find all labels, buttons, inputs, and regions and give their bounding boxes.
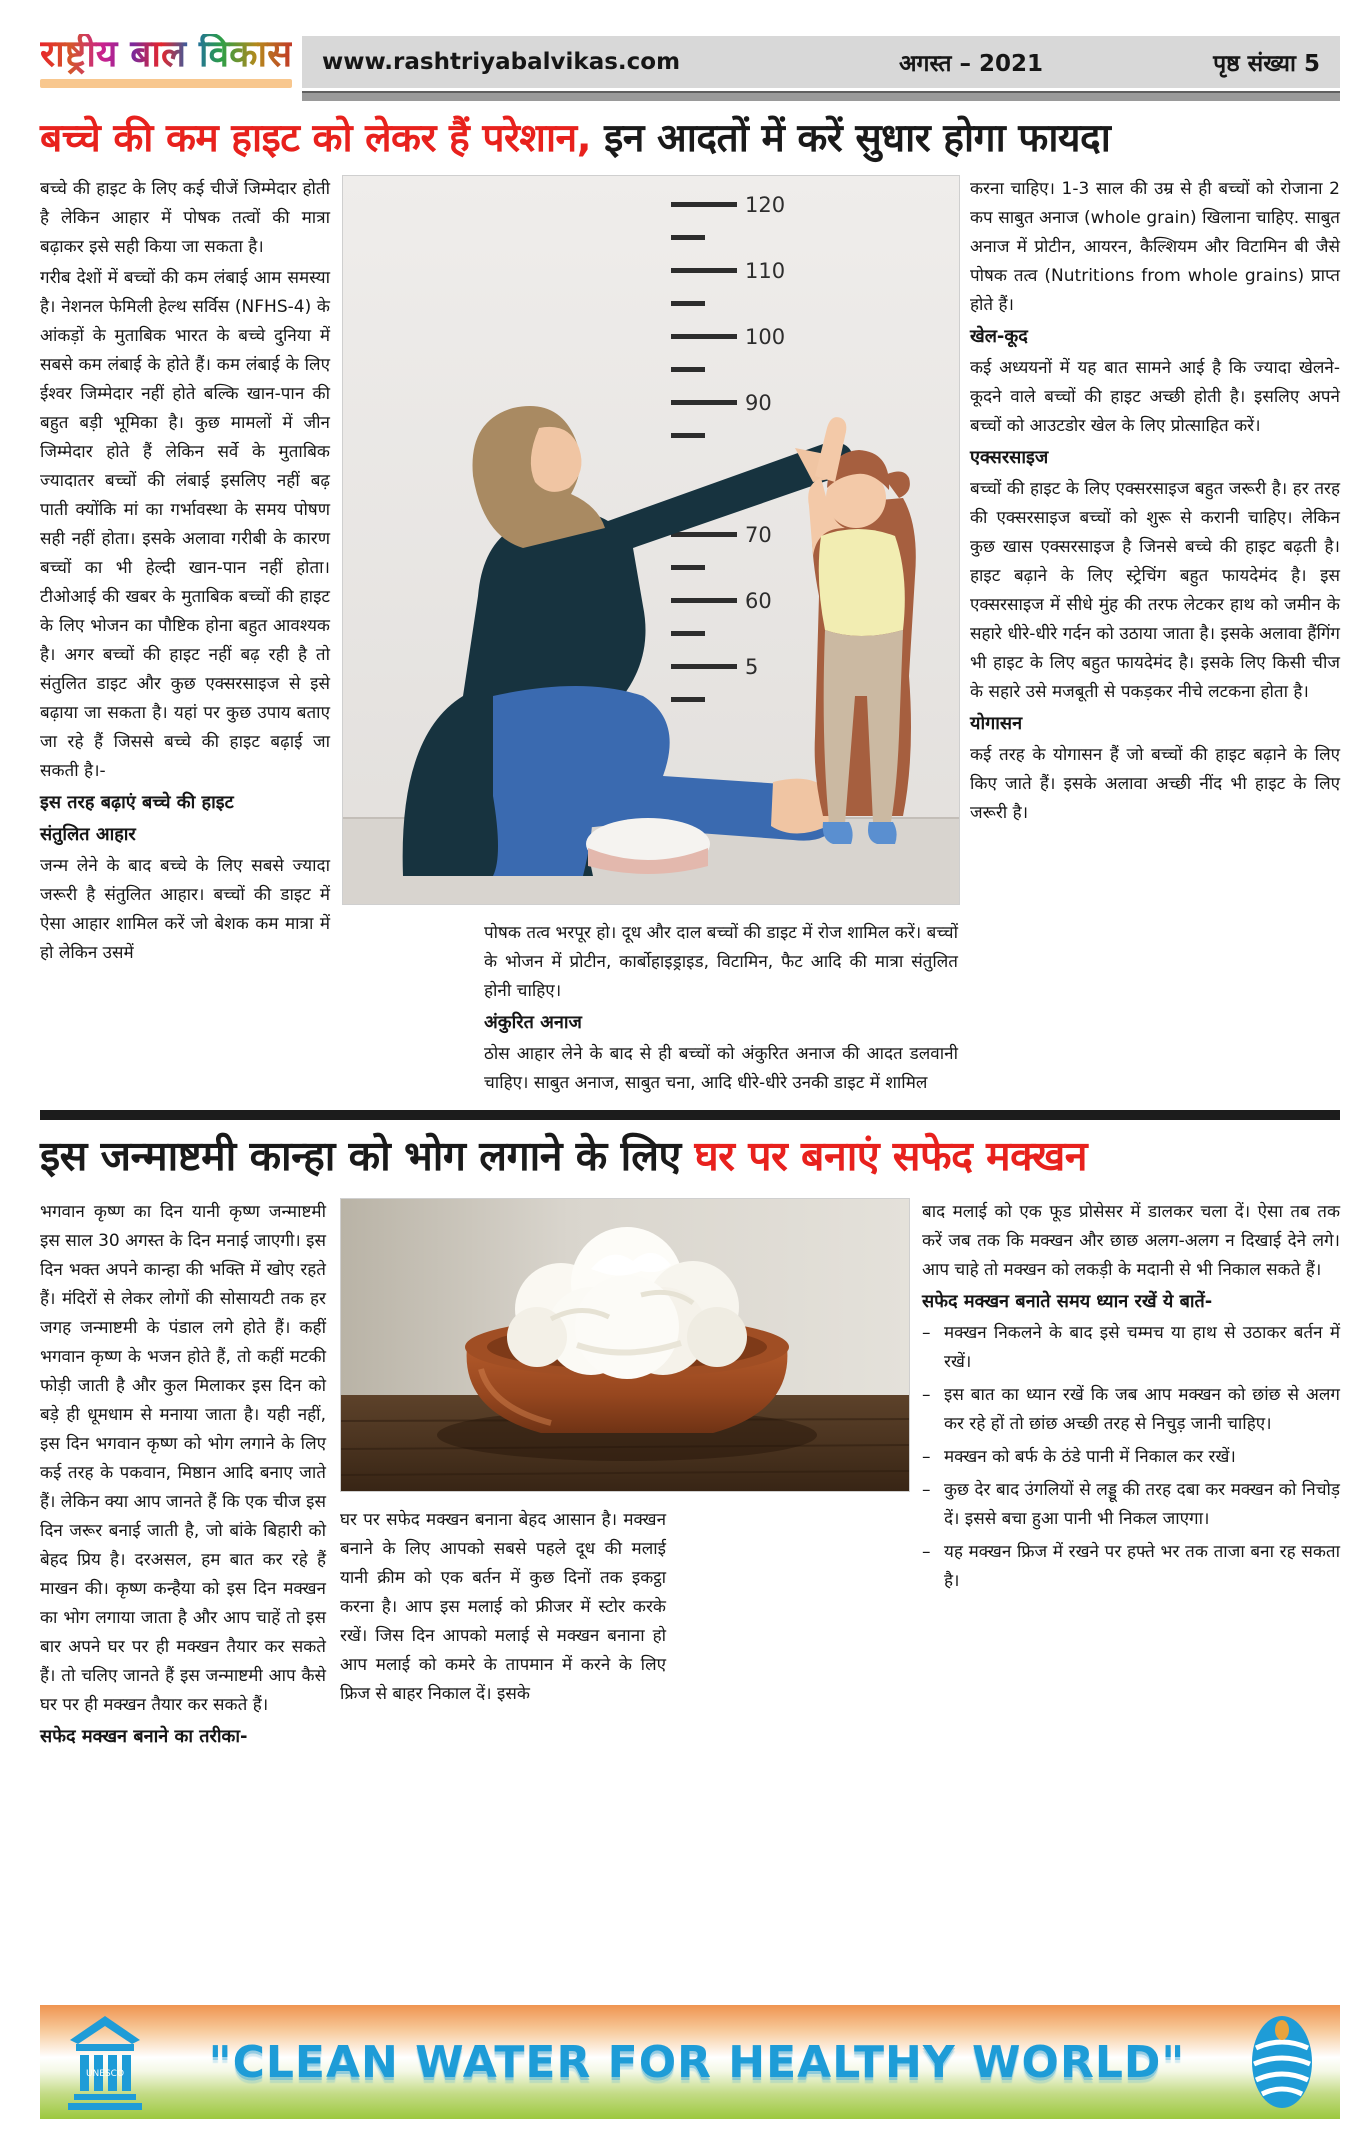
svg-text:70: 70: [745, 523, 772, 548]
header-info-bar: [302, 36, 1340, 88]
article2-column-1: [40, 1198, 326, 1754]
page-header: [40, 34, 1340, 88]
masthead-underline: [40, 79, 292, 88]
tip-item: [922, 1538, 1340, 1596]
masthead-logo: [40, 34, 292, 88]
tip-text: मक्खन को बर्फ के ठंडे पानी में निकाल कर रखें।: [944, 1446, 1236, 1467]
paragraph: ठोस आहार लेने के बाद से ही बच्चों को अंकुरित अनाज की आदत डलवानी चाहिए। साबुत अनाज, साबुत चना, आदि धीरे-धीरे उनकी डाइट में शामिल: [484, 1044, 958, 1094]
article1-subhead-sports: खेल-कूद: [970, 326, 1028, 348]
article1-headline-black: इन आदतों में करें सुधार होगा फायदा: [591, 115, 1111, 161]
svg-text:110: 110: [745, 259, 786, 284]
header-rule: [302, 91, 1340, 101]
dash-marker: –: [922, 1541, 931, 1562]
tip-item: [922, 1476, 1340, 1534]
paragraph: पोषक तत्व भरपूर हो। दूध और दाल बच्चों की डाइट में रोज शामिल करें। बच्चों के भोजन में प्रोटीन, कार्बोहाइड्राइड, विटामिन, फैट आदि की मात्रा संतुलित होनी चाहिए।: [484, 923, 958, 1002]
tip-text: कुछ देर बाद उंगलियों से लड्डू की तरह दबा कर मक्खन को निचोड़ दें। इससे बचा हुआ पानी भी निकल जाएगा।: [944, 1479, 1340, 1529]
svg-text:5: 5: [745, 655, 759, 680]
svg-text:90: 90: [745, 391, 772, 416]
wave-globe-logo: [1250, 2014, 1314, 2110]
article2-headline: [40, 1132, 1340, 1181]
svg-text:100: 100: [745, 325, 786, 350]
paragraph: बाद मलाई को एक फूड प्रोसेसर में डालकर चला दें। ऐसा तब तक करें जब तक कि मक्खन और छाछ अलग-अलग न दिखाई देने लगे। आप चाहे तो मक्खन को लकड़ी के मदानी से भी निकाल सकते हैं।: [922, 1201, 1340, 1280]
tip-text: इस बात का ध्यान रखें कि जब आप मक्खन को छांछ से अलग कर रहे हों तो छांछ अच्छी तरह से निचुड़ जानी चाहिए।: [944, 1384, 1340, 1434]
article1-body: [40, 175, 1340, 1100]
footer-banner: [40, 2005, 1340, 2119]
website-url: www.rashtriyabalvikas.com: [322, 48, 681, 75]
article1-subhead-sprouted-grains: अंकुरित अनाज: [484, 1012, 582, 1034]
page-number: पृष्ठ संख्या 5: [1213, 50, 1320, 77]
dash-marker: –: [922, 1446, 931, 1467]
svg-text:120: 120: [745, 193, 786, 218]
article2-middle-text: [340, 1506, 666, 1709]
article2-body: [40, 1198, 1340, 1754]
article-divider-rule: [40, 1110, 1340, 1120]
article2-headline-black: इस जन्माष्टमी कान्हा को भोग लगाने के लिए: [40, 1132, 695, 1181]
article1-column-1: [40, 175, 330, 1100]
issue-date: अगस्त – 2021: [898, 50, 1044, 77]
white-butter-photo: [340, 1198, 910, 1492]
svg-text:60: 60: [745, 589, 772, 614]
article2-column-3: [922, 1198, 1340, 1754]
article1-subhead-yoga: योगासन: [970, 713, 1023, 735]
article2-headline-red: घर पर बनाएं सफेद मक्खन: [694, 1132, 1088, 1181]
paragraph: कई अध्ययनों में यह बात सामने आई है कि ज्यादा खेलने-कूदने वाले बच्चों की हाइट अच्छी होती है। इसलिए अपने बच्चों को आउटडोर खेल के लिए प्रोत्साहित करें।: [970, 358, 1340, 437]
paragraph: करना चाहिए। 1-3 साल की उम्र से ही बच्चों को रोजाना 2 कप साबुत अनाज (whole grain) खिलाना चाहिए. साबुत अनाज में प्रोटीन, आयरन, कैल्शियम और विटामिन बी जैसे पोषक तत्व (Nutritions from whole grains) प्राप्त होते हैं।: [970, 179, 1340, 316]
paragraph: कई तरह के योगासन हैं जो बच्चों की हाइट बढ़ाने के लिए किए जाते हैं। इसके अलावा अच्छी नींद भी हाइट के लिए जरूरी है।: [970, 745, 1340, 824]
article1-headline: [40, 115, 1340, 164]
tip-item: [922, 1319, 1340, 1377]
height-measurement-photo: [342, 175, 960, 905]
unesco-logo-text: UNESCO: [85, 2069, 125, 2079]
tip-item: [922, 1381, 1340, 1439]
article1-middle-column: [342, 175, 958, 1100]
paragraph: भगवान कृष्ण का दिन यानी कृष्ण जन्माष्टमी इस साल 30 अगस्त के दिन मनाई जाएगी। इस दिन भक्त अपने कान्हा की भक्ति में खोए रहते हैं। मंदिरों से लेकर लोगों की सोसायटी तक हर जगह जन्माष्टमी के पंडाल लगे होते हैं। कहीं भगवान कृष्ण के भजन होते हैं, तो कहीं मटकी फोड़ी जाती है और कुल मिलाकर इस दिन को बड़े ही धूमधाम से मनाया जाता है। यही नहीं, इस दिन भगवान कृष्ण को भोग लगाने के लिए कई तरह के पकवान, मिष्ठान आदि बनाए जाते हैं। लेकिन क्या आप जानते हैं कि एक चीज इस दिन जरूर बनाई जाती है, जो बांके बिहारी को बेहद प्रिय है। दरअसल, हम बात कर रहे हैं माखन की। कृष्ण कन्हैया को इस दिन मक्खन का भोग लगाया जाता है और आप चाहें तो इस बार अपने घर पर ही मक्खन तैयार कर सकते हैं। तो चलिए जानते हैं इस जन्माष्टमी आप कैसे घर पर ही मक्खन तैयार कर सकते हैं।: [40, 1201, 326, 1715]
paragraph: गरीब देशों में बच्चों की कम लंबाई आम समस्या है। नेशनल फेमिली हेल्थ सर्विस (NFHS-4) के आंकड़ों के मुताबिक भारत के बच्चे दुनिया में सबसे कम लंबाई के होते हैं। कम लंबाई के लिए ईश्वर जिम्मेदार नहीं होते बल्कि खान-पान की बहुत बड़ी भूमिका है। कुछ मामलों में जीन जिम्मेदार होते हैं लेकिन सर्वे के मुताबिक ज्यादातर बच्चों की लंबाई इसलिए नहीं बढ़ पाती क्योंकि मां का गर्भावस्था के समय पोषण सही नहीं होता। इसके अलावा गरीबी के कारण बच्चों का भी हेल्दी खान-पान नहीं होता। टीओआई की खबर के मुताबिक बच्चों की हाइट के लिए भोजन का पौष्टिक होना बहुत आवश्यक है। अगर बच्चों की हाइट नहीं बढ़ रही है तो संतुलित डाइट और कुछ एक्सरसाइज से इसे बढ़ाया जा सकता है। यहां पर कुछ उपाय बताए जा रहे हैं जिससे बच्चे की हाइट बढ़ाई जा सकती है।-: [40, 268, 330, 782]
article2-middle-column: [340, 1198, 908, 1754]
paragraph: जन्म लेने के बाद बच्चे के लिए सबसे ज्यादा जरूरी है संतुलित आहार। बच्चों की डाइट में ऐसा आहार शामिल करें जो बेशक कम मात्रा में हो लेकिन उसमें: [40, 856, 330, 964]
dash-marker: –: [922, 1322, 931, 1343]
paragraph: बच्चों की हाइट के लिए एक्सरसाइज बहुत जरूरी है। हर तरह की एक्सरसाइज बच्चों को शुरू से करानी चाहिए। लेकिन कुछ खास एक्सरसाइज है जिनसे बच्चे की हाइट बढ़ती है। हाइट बढ़ाने के लिए स्ट्रेचिंग बहुत फायदेमंद है। इस एक्सरसाइज में सीधे मुंह की तरफ लेटकर हाथ को जमीन के सहारे धीरे-धीरे गर्दन को उठाया जाता है। इसके अलावा हैंगिंग भी हाइट के लिए बहुत फायदेमंद है। इसके लिए किसी चीज के सहारे उसे मजबूती से पकड़कर नीचे लटकना होता है।: [970, 479, 1340, 703]
article1-subhead-increase-height: इस तरह बढ़ाएं बच्चे की हाइट: [40, 792, 234, 814]
footer-slogan: "CLEAN WATER FOR HEALTHY WORLD": [208, 2036, 1186, 2088]
article2-subhead-method: सफेद मक्खन बनाने का तरीका-: [40, 1725, 248, 1747]
article1-subhead-exercise: एक्सरसाइज: [970, 447, 1049, 469]
article1-column-3: [970, 175, 1340, 1100]
article1-middle-text: [342, 919, 958, 1098]
tip-text: मक्खन निकलने के बाद इसे चम्मच या हाथ से उठाकर बर्तन में रखें।: [944, 1322, 1340, 1372]
unesco-logo: [66, 2014, 144, 2110]
article2-subhead-tips: सफेद मक्खन बनाते समय ध्यान रखें ये बातें-: [922, 1290, 1213, 1312]
article1-headline-red: बच्चे की कम हाइट को लेकर हैं परेशान,: [40, 115, 592, 161]
article1-subhead-balanced-diet: संतुलित आहार: [40, 824, 136, 846]
dash-marker: –: [922, 1479, 931, 1500]
paragraph: घर पर सफेद मक्खन बनाना बेहद आसान है। मक्खन बनाने के लिए आपको सबसे पहले दूध की मलाई यानी क्रीम को एक बर्तन में कुछ दिनों तक इकट्ठा करना है। आप इस मलाई को फ्रीजर में स्टोर करके रखें। जिस दिन आपको मलाई से मक्खन बनाना हो आप मलाई को कमरे के तापमान में करने के लिए फ्रिज से बाहर निकाल दें। इसके: [340, 1509, 666, 1704]
dash-marker: –: [922, 1384, 931, 1405]
tip-text: यह मक्खन फ्रिज में रखने पर हफ्ते भर तक ताजा बना रह सकता है।: [944, 1541, 1340, 1591]
tip-item: [922, 1443, 1340, 1472]
masthead-logo-text: राष्ट्रीय बाल विकास: [40, 32, 293, 75]
paragraph: बच्चे की हाइट के लिए कई चीजें जिम्मेदार होती है लेकिन आहार में पोषक तत्वों की मात्रा बढ़ाकर इसे सही किया जा सकता है।: [40, 179, 330, 258]
